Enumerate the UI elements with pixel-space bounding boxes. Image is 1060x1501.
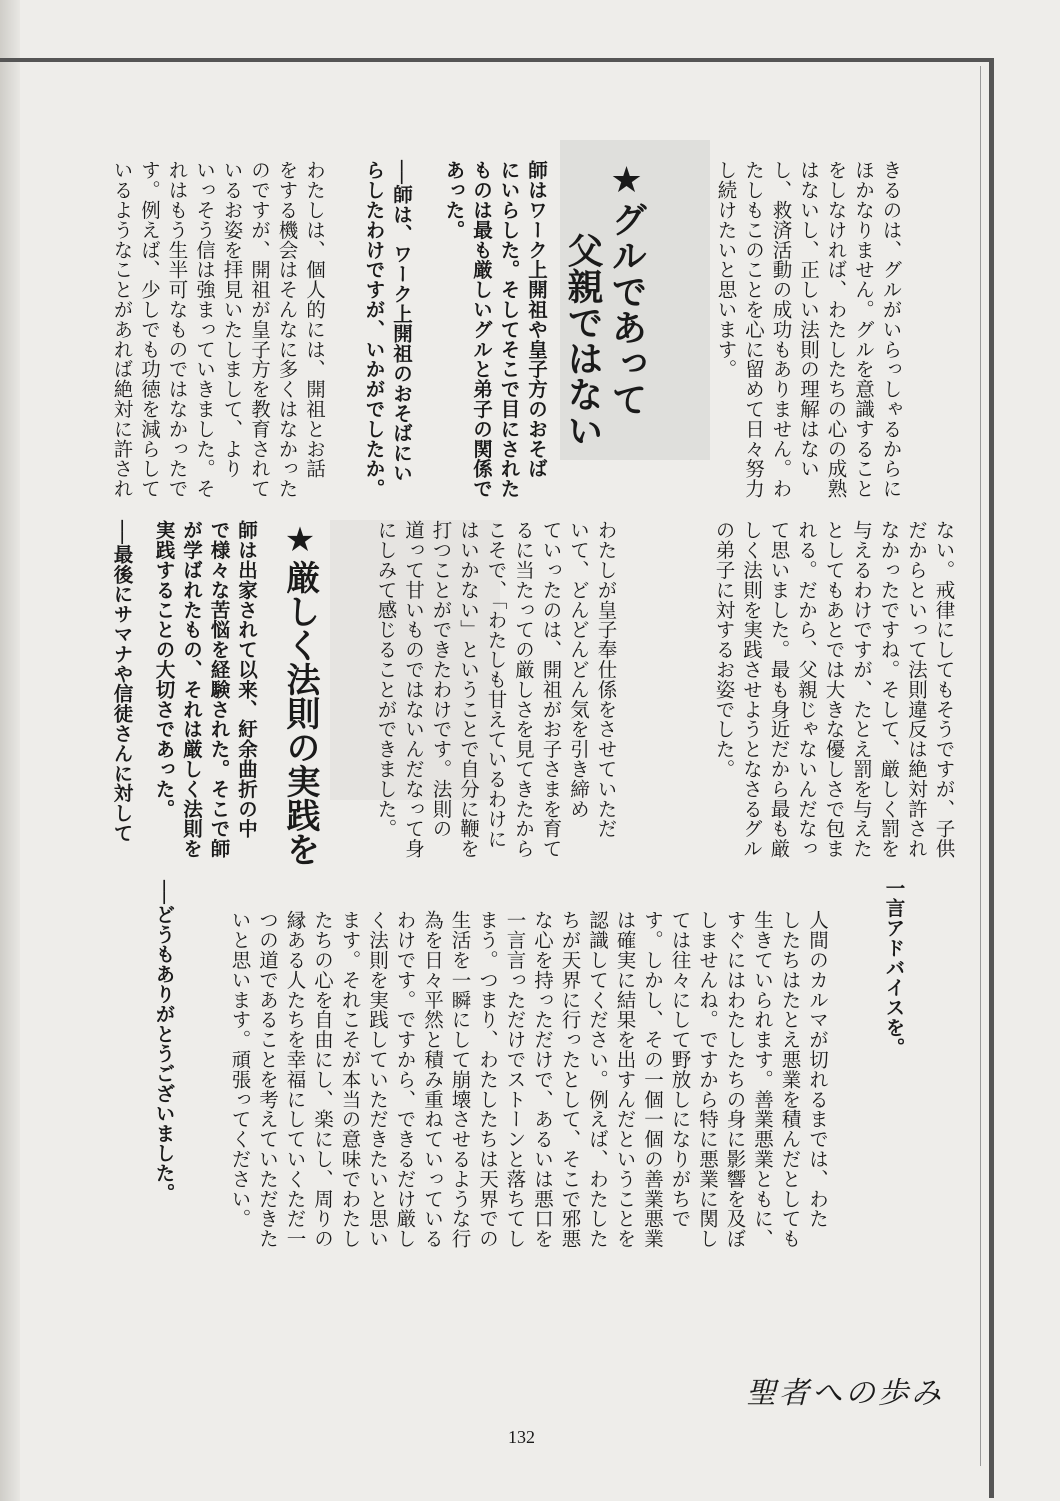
footer-series-title: 聖者への歩み bbox=[746, 1376, 944, 1411]
lead-text-guru: 師はワーク上開祖や皇子方のおそば にいらした。そしてそこで目にされた ものは最も厳しいグルと弟子の関係で あった。 bbox=[442, 160, 548, 499]
upper-col-top-right: きるのは、グルがいらっしゃるからに ほかなりません。グルを意識すること をしなければ、わたしたちの心の成熟 はないし、正しい法則の理解はない し、救済活動の成功もありません。わ たしもこのことを心に留めて日々努力 し続けたいと思います。 bbox=[714, 160, 903, 499]
body-text-discipline: わたしが皇子奉仕係をさせていただ いて、どんどんどん気を引き締め ていったのは、開祖がお子さまを育て るに当たっての厳しさを見てきたから こそで、「わたしも甘えているわけに はいかない」ということで自分に鞭を 打つことができたわけです。法則の 道って甘いものではないんだなって身 にしみて感じることができました。 bbox=[374, 520, 618, 859]
heading-strict-practice: ★厳しく法則の実践を bbox=[280, 520, 320, 866]
frame-right-rule bbox=[989, 58, 994, 1498]
heading-guru-not-father: ★グルであって 父親ではない bbox=[562, 160, 647, 448]
answer-text-1: わたしは、個人的には、開祖とお話 をする機会はそんなに多くはなかった のですが、開祖が皇子方を教育されて いるお姿を拝見いたしまして、より いっそう信は強まっていきました。そ れはもう生半可なものではなかったで す。例えば、少しでも功徳を減らして いるようなことがあれば絶対に許され bbox=[110, 160, 326, 499]
advice-heading: 一言アドバイスを。 bbox=[882, 878, 906, 1058]
page-number: 132 bbox=[508, 1427, 535, 1447]
advice-body: 人間のカルマが切れるまでは、わた したちはたとえ悪業を積んだとしても 生きていられます。善業悪業ともに、 すぐにはわたしたちの身に影響を及ぼ しませんね。ですから特に悪業に関し ては往々にして野放しになりがちで す。しかし、その一個一個の善業悪業 は確実に結果を出すんだということを 認識してください。例えば、わたした ちが天界に行ったとして、そこで邪悪 な心を持っただけで、あるいは悪口を 一言言っただけでストーンと落ちてし まう。つまり、わたしたちは天界での 生活を一瞬にして崩壊させるような行 為を日々平然と積み重ねていっている わけです。ですから、できるだけ厳し く法則を実践していただきたいと思い ます。それこそが本当の意味でわたし たちの心を自由にし、楽にし、周りの 縁ある人たちを幸福にしていくただ一 つの道であることを考えていただきた いと思います。頑張ってください。 bbox=[228, 910, 829, 1249]
frame-top-rule bbox=[0, 58, 992, 62]
question-text-1: ──師は、ワーク上開祖のおそばにい らしたわけですが、いかがでしたか。 bbox=[362, 160, 413, 499]
thanks-text: ──どうもありがとうございました。 bbox=[152, 880, 176, 1203]
frame-inner-rule bbox=[980, 66, 981, 1466]
question-text-2: ──最後にサマナや信徒さんに対して bbox=[110, 520, 134, 843]
page-edge bbox=[0, 0, 20, 1501]
lead-text-practice: 師は出家されて以来、紆余曲折の中 で様々な苦悩を経験された。そこで師 が学ばれたもの、それは厳しく法則を 実践することの大切さであった。 bbox=[152, 520, 258, 859]
body-text-father: ない。戒律にしてもそうですが、子供 だからといって法則違反は絶対許され なかったですね。そして、厳しく罰を 与えるわけですが、たとえ罰を与えた としてもあとでは大きな優しさで包ま れる。だから、父親じゃないんだなっ て思いました。最も身近だから最も厳 しく法則を実践させようとなさるグル の弟子に対するお姿でした。 bbox=[712, 520, 956, 859]
